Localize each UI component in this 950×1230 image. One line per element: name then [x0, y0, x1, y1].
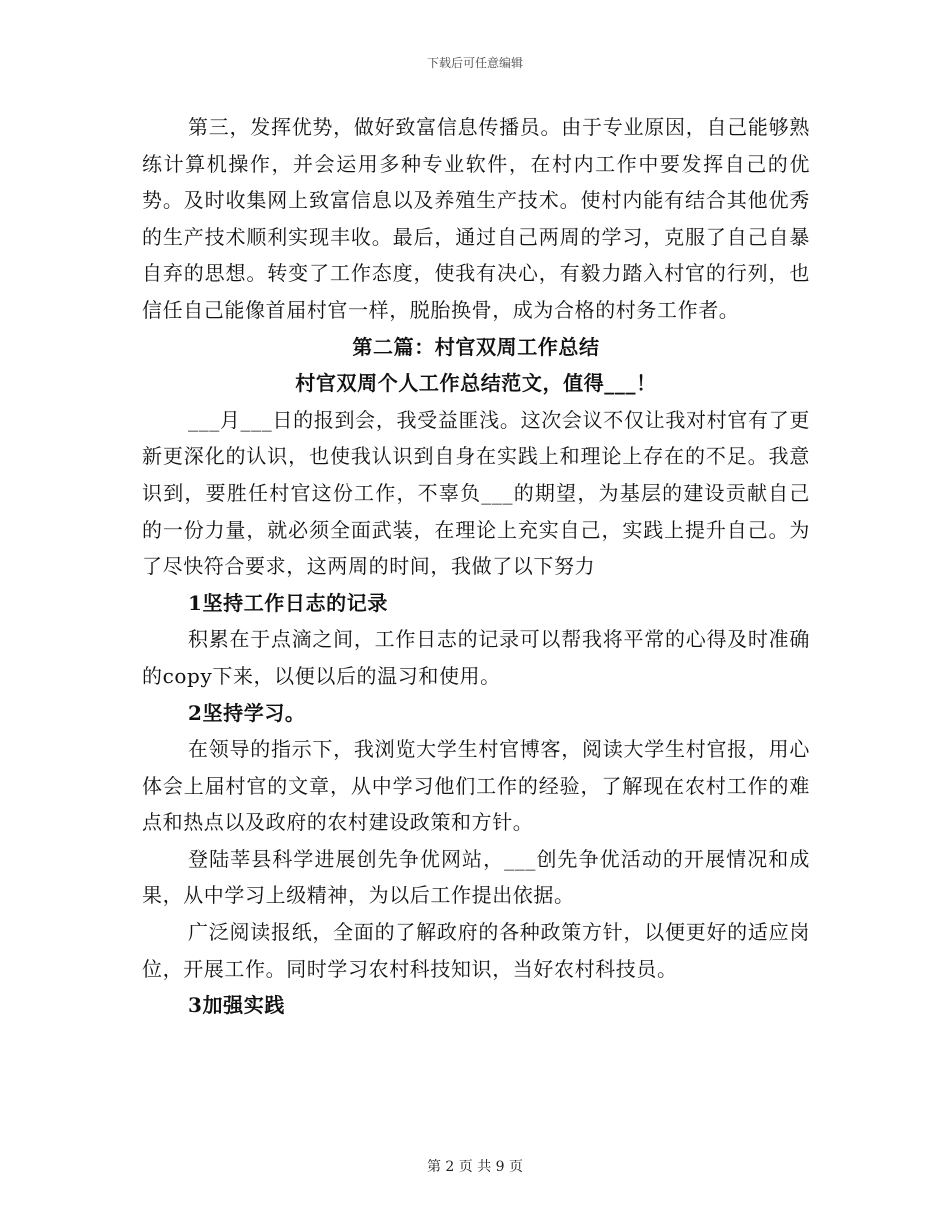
paragraph-2: ___月___日的报到会，我受益匪浅。这次会议不仅让我对村官有了更新更深化的认识，也使我认识到自身在实践上和理论上存在的不足。我意识到，要胜任村官这份工作，不辜负___的期望，为基层的建设贡献自己的一份力量，就必须全面武装，在理论上充实自己，实践上提升自己。为了尽快符合要求，这两周的时间，我做了以下努力 — [142, 407, 810, 579]
paragraph-3: 积累在于点滴之间，工作日志的记录可以帮我将平常的心得及时准确的copy下来，以便以后的温习和使用。 — [142, 627, 810, 688]
paragraph-4: 在领导的指示下，我浏览大学生村官博客，阅读大学生村官报，用心体会上届村官的文章，从中学习他们工作的经验，了解现在农村工作的难点和热点以及政府的农村建设政策和方针。 — [142, 737, 810, 835]
document-body — [142, 109, 810, 1024]
paragraph-1: 第三，发挥优势，做好致富信息传播员。由于专业原因，自己能够熟练计算机操作，并会运用多种专业软件，在村内工作中要发挥自己的优势。及时收集网上致富信息以及养殖生产技术。使村内能有结合其他优秀的生产技术顺利实现丰收。最后，通过自己两周的学习，克服了自己自暴自弃的思想。转变了工作态度，使我有决心，有毅力踏入村官的行列，也信任自己能像首届村官一样，脱胎换骨，成为合格的村务工作者。 — [142, 115, 810, 322]
section-subtitle: 村官双周个人工作总结范文，值得___！ — [295, 371, 657, 396]
page-footer: 第 2 页 共 9 页 — [426, 1159, 524, 1175]
paragraph-5: 登陆莘县科学进展创先争优网站，___创先争优活动的开展情况和成果，从中学习上级精神，为以后工作提出依据。 — [142, 846, 810, 908]
heading-3: 3加强实践 — [188, 993, 285, 1018]
heading-2: 2坚持学习。 — [188, 700, 306, 725]
section-title: 第二篇：村官双周工作总结 — [352, 334, 600, 359]
page-header: 下载后可任意编辑 — [426, 56, 523, 70]
paragraph-6: 广泛阅读报纸，全面的了解政府的各种政策方针，以便更好的适应岗位，开展工作。同时学习农村科技知识，当好农村科技员。 — [142, 920, 810, 981]
heading-1: 1坚持工作日志的记录 — [188, 590, 388, 615]
